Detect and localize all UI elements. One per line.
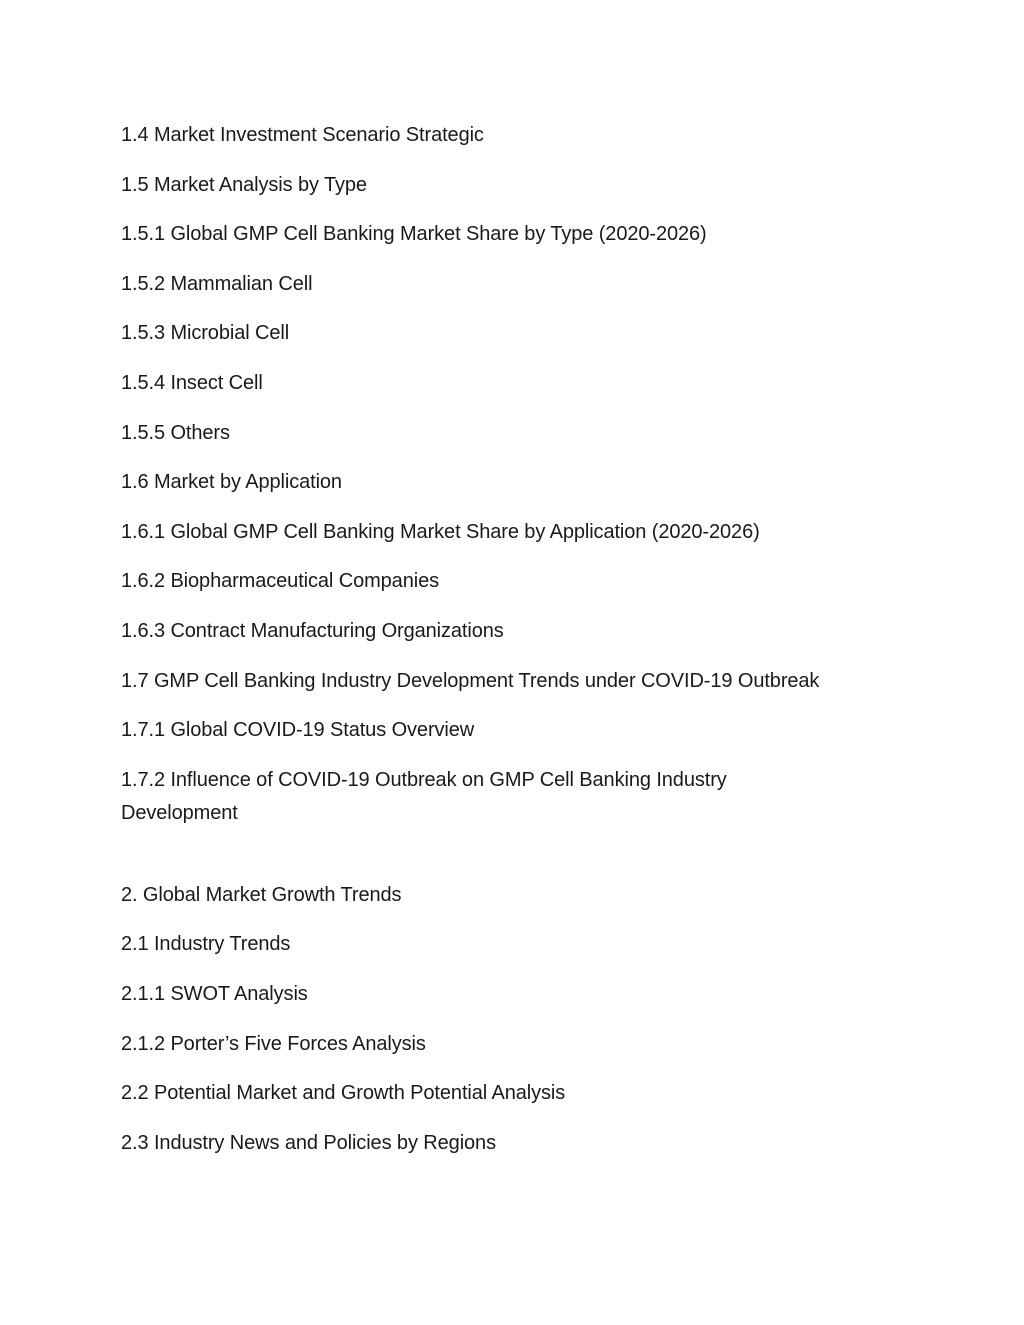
table-of-contents <box>121 119 901 1176</box>
toc-entry-1-5-2: 1.5.2 Mammalian Cell <box>121 272 313 295</box>
toc-entry-1-7: 1.7 GMP Cell Banking Industry Development Trends under COVID-19 Outbreak <box>121 669 820 692</box>
toc-entry-1-6-3: 1.6.3 Contract Manufacturing Organizations <box>121 619 504 642</box>
toc-entry-2-1: 2.1 Industry Trends <box>121 933 291 956</box>
toc-entry-2: 2. Global Market Growth Trends <box>121 883 402 906</box>
toc-entry-2-3: 2.3 Industry News and Policies by Regions <box>121 1131 496 1154</box>
toc-entry-1-5-5: 1.5.5 Others <box>121 421 230 444</box>
toc-entry-1-7-1: 1.7.1 Global COVID-19 Status Overview <box>121 719 475 742</box>
toc-entry-1-6-1: 1.6.1 Global GMP Cell Banking Market Share by Application (2020-2026) <box>121 520 760 543</box>
toc-entry-1-7-2: 1.7.2 Influence of COVID-19 Outbreak on GMP Cell Banking Industry Development <box>121 768 727 824</box>
toc-entry-1-5-3: 1.5.3 Microbial Cell <box>121 322 290 345</box>
toc-entry-2-2: 2.2 Potential Market and Growth Potential Analysis <box>121 1082 566 1105</box>
toc-entry-1-5-4: 1.5.4 Insect Cell <box>121 371 263 394</box>
toc-entry-2-1-1: 2.1.1 SWOT Analysis <box>121 982 308 1005</box>
toc-entry-1-6: 1.6 Market by Application <box>121 471 342 494</box>
toc-entry-1-6-2: 1.6.2 Biopharmaceutical Companies <box>121 570 439 593</box>
toc-entry-1-5: 1.5 Market Analysis by Type <box>121 173 367 196</box>
toc-entry-1-4: 1.4 Market Investment Scenario Strategic <box>121 124 484 146</box>
toc-entry-1-5-1: 1.5.1 Global GMP Cell Banking Market Share by Type (2020-2026) <box>121 223 707 246</box>
toc-entry-2-1-2: 2.1.2 Porter’s Five Forces Analysis <box>121 1032 426 1055</box>
